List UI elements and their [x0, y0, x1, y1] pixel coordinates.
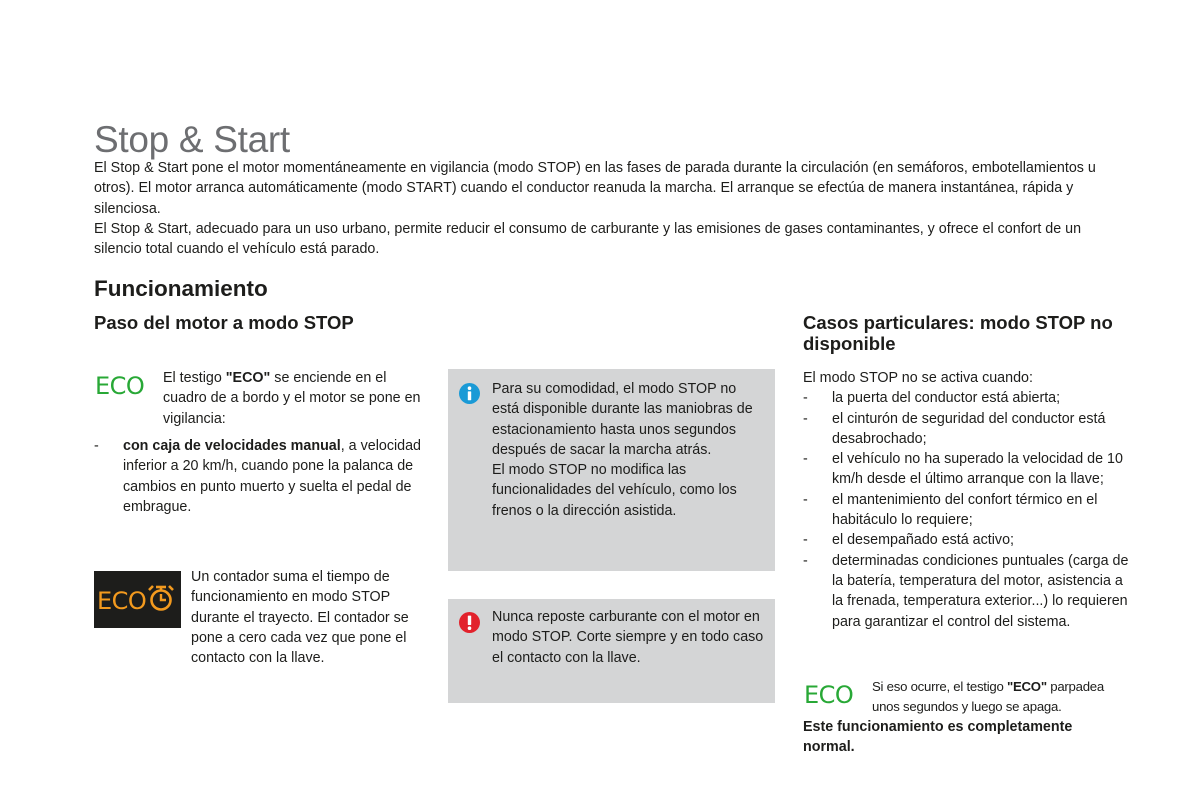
stop-mode-heading: Paso del motor a modo STOP: [94, 312, 354, 333]
bullet-bold: con caja de velocidades manual: [123, 438, 341, 454]
special-cases-list: [803, 368, 1133, 632]
list-item-text: el mantenimiento del confort térmico en el habitáculo lo requiere;: [832, 491, 1098, 529]
eco-text-before: El testigo: [163, 370, 226, 386]
eco-blinking-icon: [804, 683, 853, 707]
list-item: [803, 530, 1133, 550]
eco-blink-note: [872, 677, 1134, 716]
list-item: [803, 388, 1133, 408]
page-title: Stop & Start: [94, 119, 290, 160]
eco-green-icon: ECO: [95, 372, 145, 400]
note-before: Si eso ocurre, el testigo: [872, 679, 1007, 694]
eco-text-after: se enciende en el cuadro de a bordo y el motor se pone en vigilancia:: [163, 370, 421, 427]
list-item: [803, 490, 1133, 531]
section-heading: Funcionamiento: [94, 276, 268, 301]
info-icon: [459, 383, 480, 404]
bullet-dash: -: [803, 552, 808, 569]
list-item-text: el desempañado está activo;: [832, 532, 1015, 549]
eco-counter-icon: [94, 571, 181, 628]
special-cases-heading: Casos particulares: modo STOP no disponible: [803, 312, 1113, 354]
intro-paragraph: El Stop & Start, adecuado para un uso urbano, permite reducir el consumo de carburante y las emisiones de gases contaminantes, y ofrece el confort de un silencio total cuando el vehículo está parado.: [94, 220, 1082, 258]
list-item: [803, 409, 1133, 450]
bullet-dash: -: [803, 532, 808, 549]
conclusion-text: Este funcionamiento es completamente normal.: [803, 719, 1073, 756]
bullet-dash: -: [803, 410, 808, 427]
list-item-text: la puerta del conductor está abierta;: [832, 390, 1061, 407]
list-item: [803, 449, 1133, 490]
eco-text-bold: "ECO": [225, 370, 271, 386]
info-text-2: El modo STOP no modifica las funcionalidades del vehículo, como los frenos o la dirección asistida.: [492, 462, 737, 519]
intro: [94, 158, 1124, 259]
eco-blinking-label: ECO: [804, 681, 854, 709]
special-cases-intro: El modo STOP no se activa cuando:: [803, 370, 1033, 386]
eco-indicator-text: [163, 368, 428, 429]
bullet-text: , a velocidad inferior a 20 km/h, cuando pone la palanca de cambios en punto muerto y suelta el pedal de embrague.: [123, 438, 422, 515]
info-text: [492, 379, 762, 521]
eco-badge-label: ECO: [97, 587, 147, 615]
intro-paragraph: El Stop & Start pone el motor momentáneamente en vigilancia (modo STOP) en las fases de parada durante la circulación (en semáforos, embotellamientos u otros). El motor arranca automáticamente (modo START) cuando el conductor reanuda la marcha. El arranque se efectúa de manera instantánea, rápida y silenciosa.: [94, 160, 1096, 217]
bullet-dash: -: [803, 491, 808, 508]
list-item-text: determinadas condiciones puntuales (carga de la batería, temperatura del motor, asistencia a la frenada, temperatura exterior...) lo requieren para garantizar el control del sistema.: [832, 552, 1129, 630]
counter-text: Un contador suma el tiempo de funcionamiento en modo STOP durante el trayecto. El contador se pone a cero cada vez que pone el contacto con la llave.: [191, 569, 409, 667]
bullet-dash: -: [803, 451, 808, 468]
list-item: [803, 551, 1133, 632]
bullet-dash: -: [94, 438, 99, 454]
note-bold: "ECO": [1006, 679, 1047, 694]
bullet-dash: -: [803, 390, 808, 407]
warning-icon: [459, 612, 480, 633]
list-item-text: el cinturón de seguridad del conductor está desabrochado;: [832, 410, 1106, 447]
eco-timer-icon: [94, 571, 181, 628]
note-after: parpadea unos segundos y luego se apaga.: [872, 679, 1104, 714]
manual-gearbox-item: [94, 436, 425, 517]
list-item-text: el vehículo no ha superado la velocidad de 10 km/h desde el último arranque con la llave;: [832, 451, 1123, 488]
info-text-1: Para su comodidad, el modo STOP no está disponible durante las maniobras de estacionamiento hasta unos segundos después de sacar la marcha atrás.: [492, 381, 753, 458]
warning-text: Nunca reposte carburante con el motor en modo STOP. Corte siempre y en todo caso el contacto con la llave.: [492, 609, 764, 666]
